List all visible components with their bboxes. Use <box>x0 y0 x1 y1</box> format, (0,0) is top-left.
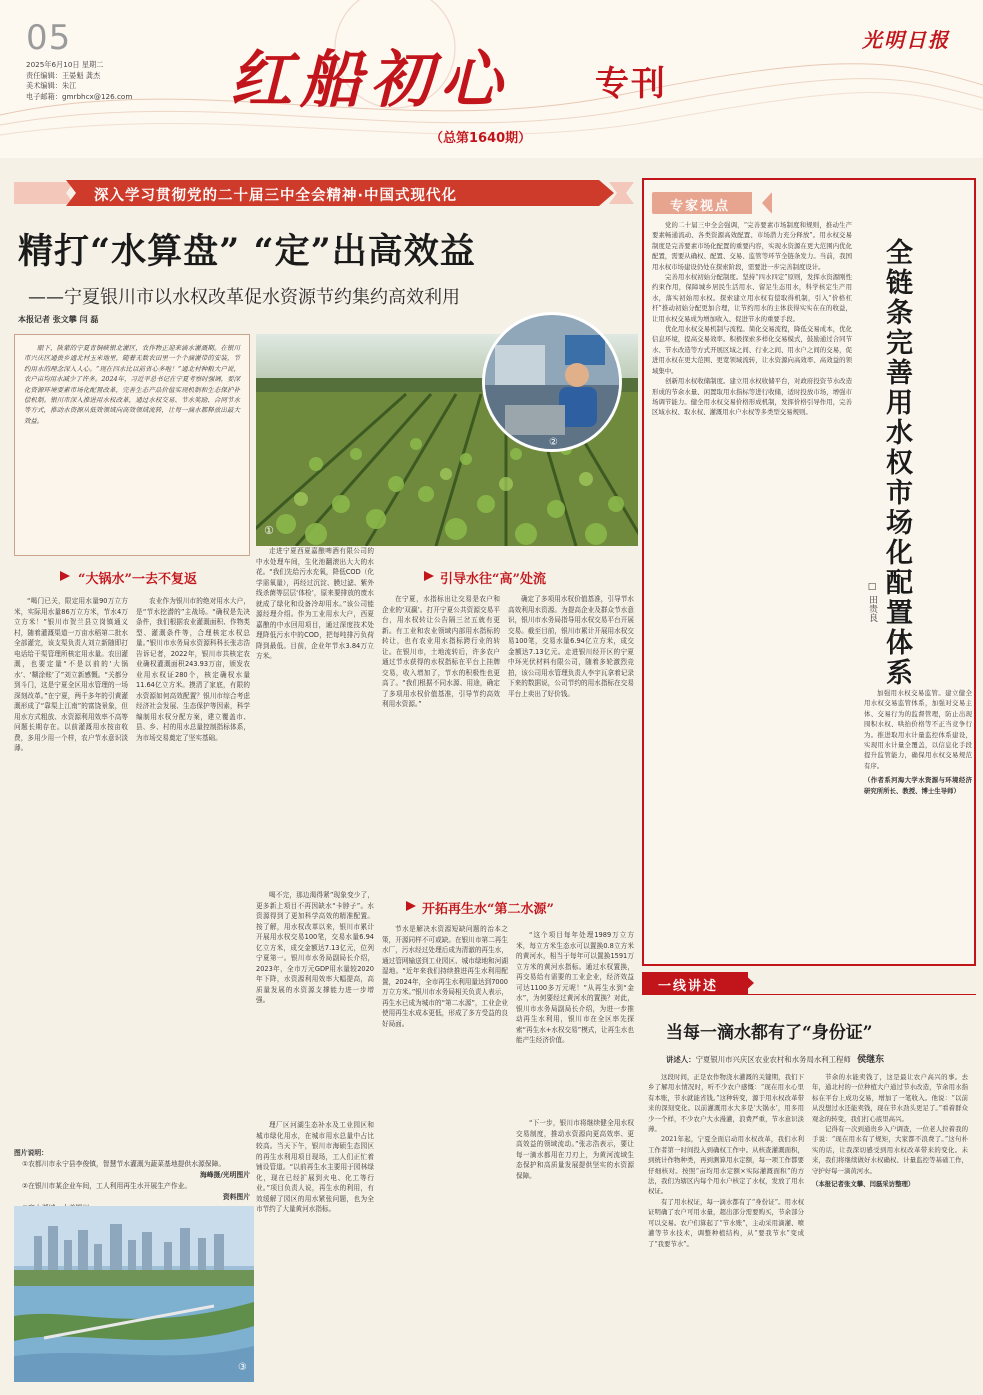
body-col-3-wrap <box>256 546 374 662</box>
expert-title: 全链条完善用水权市场化配置体系 <box>881 238 912 688</box>
body-col-6-wrap <box>256 890 374 1006</box>
section-marker-icon <box>404 899 418 913</box>
body-col-7-wrap <box>382 896 554 1029</box>
body-col-8: “这个项目每年处理1989万立方米，每立方米生态水可以置换0.8立方米的黄河水，相当于每年可以置换1591万立方米的黄河水指标。通过水权置换，再交易给有需要的工业企业，经济效益可达1100多万元呢！”从再生水到“金水”，为何要经过黄河水的置换？对此，银川市水务局副局长介绍，为进一步推动再生水利用，银川市在全区率先探索“再生水+水权交易”模式，让再生水也能产生经济价值。 <box>516 931 634 1044</box>
speaker-name: 侯继东 <box>857 1055 885 1065</box>
section-title-1: “大锅水”一去不复返 <box>14 566 250 590</box>
kicker-text: 深入学习贯彻党的二十届三中全会精神·中国式现代化 <box>94 188 458 204</box>
banner-suffix: 专刊 <box>595 64 667 104</box>
body-col-6: 喝不完，那边渴得紧”现象变少了，更多新上项目不再因缺水“卡脖子”。水资源得到了更加科学高效的精准配置。按了解，用水权改革以来，银川市累计开展用水权交易100笔，交易水量6.94亿立方米，成交金额达7.13亿元，位列宁夏第一。银川市水务局副局长介绍，2023年，全市万元GDP用水量较2020年下降，水资源利用效率大幅提高，高质量发展的水资源支撑能力进一步增强。 <box>256 891 374 1004</box>
body-col-7: 节水是解决水资源短缺问题的治本之策，开源同样不可或缺。在银川市第二再生水厂，污水经过处理后成为清澈的再生水，通过管网输送到工业园区、城市绿地和河湖湿地。“近年来我们持续推进再生水利用配置，2024年，全市再生水利用量达到7000万立方米。”银川市水务局相关负责人表示，再生水已成为城市的“第二水源”，工业企业使用再生水成本更低，形成了多方受益的良好局面。 <box>382 925 508 1028</box>
body-col-4-wrap <box>382 566 546 710</box>
masthead-meta <box>26 60 132 102</box>
factory-worker-image <box>485 315 622 452</box>
meta-editor: 责任编辑：王晏魁 龚杰 <box>26 70 101 80</box>
banner-title: 红船初心 <box>230 43 511 116</box>
issue-total: （总第1640期） <box>430 131 532 146</box>
expert-header: 专家视点 <box>652 192 772 214</box>
frontline-box <box>642 972 976 1386</box>
expert-signature: （作者系河海大学水资源与环境经济研究所所长、教授、博士生导师） <box>864 776 972 795</box>
captions-title: 图片说明： <box>14 1149 48 1157</box>
expert-col-1: 党的二十届三中全会强调，“完善要素市场制度和规则，推动生产要素畅通流动、各类资源高效配置、市场潜力充分释放”。用水权交易制度是完善要素市场化配置的重要内容，实现水资源在更大范围内优化配置，需要从确权、配置、交易、监管等环节全链条发力。当前，我国用水权市场建设仍处在探索阶段，需要进一步完善制度设计。 完善用水权初始分配制度。坚持“四水四定”原则，发挥水资源刚性约束作用，保障城乡居民生活用水、留足生态用水，科学核定生产用水，落实初始用水权。探索建立用水权有偿取得机制，引入“价格杠杆”推动初始分配更加合理，让节约用水的主体获得实实在在的收益，让用水权交易成为增加收入、促进节水的重要手段。 优化用水权交易机制与流程。简化交易流程，降低交易成本，优化信息环境，提高交易效率。积极探索多样化交易模式，鼓励通过合同节水、节水改造等方式开展区域之间、行业之间、用水户之间的交易，促进用水权在更大范围、更宽领域流转，让水资源向高效率、高效益的领域集中。 创新用水权收储制度。建立用水权收储平台，对政府投资节水改造形成的节余水量、闲置取用水指标等进行收储，适时投放市场，增强市场调节能力。健全用水权交易价格形成机制，发挥价格引导作用，完善区域水权、取水权、灌溉用水户水权等多类型交易规则。 <box>652 221 852 417</box>
lead-subheadline: ——宁夏银川市以水权改革促水资源节约集约高效利用 <box>28 287 460 308</box>
section-title-3: 开拓再生水“第二水源” <box>382 896 632 920</box>
caption-2: ②在银川市某企业车间，工人利用再生水开展生产作业。 <box>22 1182 192 1190</box>
expert-col-2: 加强用水权交易监管。建立健全用水权交易监管体系，加强对交易主体、交易行为的监督管理，防止出现囤积水权、哄抬价格等不正当竞争行为。推进取用水计量监控体系建设，实现用水计量全覆盖，以信息化手段提升监管能力，确保用水权交易规范有序。 （作者系河海大学水资源与环境经济研究所所长、教授、博士生导师） <box>864 689 972 795</box>
meta-art-editor: 美术编辑：朱江 <box>26 81 77 90</box>
body-col-1: “喝门已关，限定用水量90万立方米，实际用水量86万立方米，节水4万立方米！”银川市贺兰县立岗镇通义村，随着灌溉渠道一万亩水稻第二批水全部灌完，该支渠负责人刘立新随即打电话给干渠管理所核定用水量。农田灌溉，也要定量“不是以前的‘大锅水’、‘糊涂账’了”刘立新感慨。“关都分到斗门，这是宁夏全区用水管理的一场深刻改革。”在宁夏，两千多年的引黄灌溉形成了“靠渠上江南”的富饶景象，但用水方式粗放、水资源利用效率不高等问题长期存在。以前灌溉用水按亩收费，多用少用一个样，农户节水意识淡薄。 <box>14 597 128 752</box>
body-col-8-wrap <box>516 930 634 1046</box>
photo-label-1: ① <box>264 524 274 537</box>
body-col-4: 在宁夏，水指标出让交易是农户和企业的‘双赢’。打开宁夏公共资源交易平台，用水权转让公告隔三岔五就有更新。有工业和农业领域内部用水指标的转让，也有农业用水指标跨行业的转让。在银川市，土地流转后，许多农户通过节水获得的水权指标在平台上挂牌交易，收入增加了，节水的积极性也更高了。“我们根据不同水源、用途，确定了多项用水权价值基准，引导节约高效利用水资源。” <box>382 595 500 708</box>
meta-date: 2025年6月10日 星期二 <box>26 60 104 69</box>
frontline-speaker: 讲述人：宁夏银川市兴庆区农业农村和水务局水利工程师 侯继东 <box>666 1055 885 1065</box>
body-col-9: 理厂区河湖生态补水及工业园区和城市绿化用水，在城市用水总量中占比较高。当天下午，银川市海硕生态园区的再生水利用项目现场，工人们正忙着铺设管道。“以前再生水主要用于园林绿化，现在已经扩展到火电、化工等行业。”项目负责人说，再生水的利用，有效缓解了园区的用水紧张问题，也为全市节约了大量黄河水指标。 <box>256 1121 374 1213</box>
section-title-2: 引导水往“高”处流 <box>382 566 632 590</box>
frontline-col-2: 节余的水能卖钱了，这是最让农户高兴的事。去年，通北村的一位种植大户通过节水改造，节余用水指标在平台上成功交易，增加了一笔收入。他说：“以前从没想过水还能卖钱，现在节水劲头更足了。”看着群众观念的转变，我们打心底里高兴。 记得有一次到通贵乡入户调查，一位老人拉着我的手说：“现在用水有了规矩，大家都不浪费了。”这句朴实的话，让我深切感受到用水权改革带来的变化。未来，我们将继续做好水权确权、计量监控等基础工作，守护好每一滴黄河水。 （本报记者张文攀、闫磊采访整理） <box>812 1073 968 1189</box>
frontline-col-1: 这段时间，正是农作物浇水灌溉的关键期，我们下乡了解用水情况时，听不少农户感慨：“现在用水心里有本账，节水就能省钱。”这种转变，源于用水权改革带来的深刻变化。以前灌溉用水大多是‘大锅水’，用多用少一个样，不少农户大水漫灌，浪费严重，节水意识淡薄。 2021年起，宁夏全面启动用水权改革，我们水利工作者第一时间投入到确权工作中。从核查灌溉面积，到统计作物种类，再到测算用水定额，每一项工作都要仔细核对。按照“亩均用水定额×实际灌溉面积”的方法，我们为辖区内每个用水户核定了水权，发放了用水权证。 有了用水权证，每一滴水都有了“身份证”。用水权证明确了农户可用水量，超出部分需要购买，节余部分可以交易。农户们算起了“节水账”，主动采用滴灌、喷灌等节水技术，调整种植结构，从“要我节水”变成了“我要节水”。 <box>648 1073 804 1248</box>
frontline-header: 一线讲述 <box>642 972 976 996</box>
body-col-5: 确定了多项用水权价值基准，引导节水高效利用水资源。为提高企业及群众节水意识，银川市水务局指导用水权交易平台开展交易。截至目前，银川市累计开展用水权交易100笔，交易水量6.94亿立方米，成交金额达7.13亿元。走进银川经开区的宁夏中环光伏材料有限公司，随着多轮激烈竞拍，该公司用水管理负责人李宇瓦拿着记录下来的数据说，公司节约的用水指标在交易平台上卖出了好价钱。 <box>508 595 634 698</box>
body-col-2: 农业作为银川市的绝对用水大户，是“节水挖潜的”主战场。“确权是先决条件，我们根据农业灌溉面积、作物类型、灌溉条件等，合理核定水权总量。”银川市水务局水资源科科长张志浩告诉记者，2022年，银川市共核定农业确权灌溉面积243.93万亩，颁发农业用水权证280个，核定确权水量11.64亿立方米。摸清了家底，有限的水资源如何高效配置？银川市综合考虑经济社会发展、生态保护等因素，科学编制用水权分配方案，建立覆盖市、县、乡、村的用水总量控制指标体系，为市场交易奠定了坚实基础。 <box>136 597 250 742</box>
caption-2-credit: 资料图片 <box>222 1193 250 1201</box>
body-col-9-wrap <box>256 1120 374 1215</box>
body-col-5-wrap <box>508 594 634 699</box>
kicker-bar <box>14 180 634 206</box>
body-col-10: “下一步，银川市将继续健全用水权交易制度，推动水资源向更高效率、更高效益的领域流动。”张志浩表示，要让每一滴水都用在刀刃上，为黄河流域生态保护和高质量发展提供坚实的水资源保障。 <box>516 1119 634 1180</box>
body-col-10-wrap <box>516 1118 634 1181</box>
header-arrow-icon <box>752 192 772 214</box>
masthead <box>0 0 983 158</box>
frontline-title: 当每一滴水都有了“身份证” <box>666 1023 873 1043</box>
caption-1-credit: 海峰摄/光明图片 <box>199 1171 250 1179</box>
header-arrow-icon <box>742 972 756 994</box>
section-marker-icon <box>422 569 436 583</box>
section-1-column <box>14 566 250 754</box>
caption-1: ①农都川市永宁县李俊镇，智慧节水灌溉为蔬菜基地提供水源保障。 <box>22 1160 226 1168</box>
photo-label-3: ③ <box>238 1362 247 1373</box>
lead-byline: 本报记者 张文攀 闫 磊 <box>18 315 99 324</box>
lead-intro-box <box>14 334 250 556</box>
photo-factory-worker <box>482 312 622 452</box>
city-lake-image <box>14 1206 254 1382</box>
meta-email: 电子邮箱：gmrbhcx@126.com <box>26 91 133 101</box>
body-col-3: 走进宁夏西夏嘉酿啤酒有限公司的中水处理车间，生化池翻滚出大大的水花。“我们先给污水充氧，降低COD（化学需氧量），再经过沉淀、膜过滤、紫外线杀菌等层层‘体检’，原来要排放的废水就成了绿化和设备冷却用水。”该公司能源经理介绍。作为工业用水大户，西夏嘉酿的中水回用项目，通过深度技术处理降低污水中的COD，把每吨排污负荷降到最低。目前，企业年节水3.84万立方米。 <box>256 547 374 660</box>
photo-label-2: ② <box>549 437 558 448</box>
paper-logo: 光明日报 <box>862 28 950 52</box>
expert-author: □ 田贵良 <box>867 582 877 622</box>
page-number: 05 <box>26 18 72 58</box>
section-marker-icon <box>58 569 72 583</box>
expert-box <box>642 178 976 966</box>
lead-intro-text: 眼下，陕蒙的宁夏青铜峡银北灌区，农作物正迎来滴水灌溉期。在银川市兴庆区通贵乡通北村玉米地里，随着无数农田里一个个滴灌带的安装，节约用水的理念深入人心。“现在四水比以前省心多啦！”通北村种粮大户说，农户亩均用水减少了许多。2024年，习近平总书记在宁夏考察时强调，要深化资源环境要素市场化配置改革，完善生态产品价值实现机制和生态保护补偿机制。银川市深入推进用水权改革，通过水权交易、节水奖励、合同节水等方式，推动水资源从低效领域向高效领域流转，让每一滴水都释放出最大效益。 <box>24 344 240 425</box>
frontline-signature: （本报记者张文攀、闫磊采访整理） <box>812 1180 915 1189</box>
photo-city-lake <box>14 1206 254 1382</box>
lead-headline: 精打“水算盘” “定”出高效益 <box>18 231 476 272</box>
